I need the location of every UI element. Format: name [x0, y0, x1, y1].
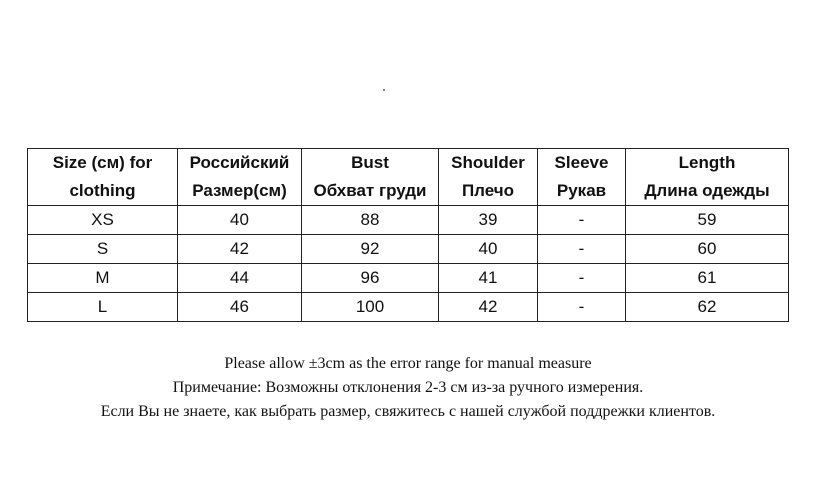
- header-size: Size (см) for clothing: [28, 149, 178, 206]
- table-row: [28, 206, 789, 235]
- cell-size: XS: [28, 206, 178, 235]
- cell-length: 59: [626, 206, 789, 235]
- cell-bust: 88: [302, 206, 439, 235]
- cell-russian-size: 42: [178, 235, 302, 264]
- cell-length: 62: [626, 293, 789, 322]
- table-row: [28, 235, 789, 264]
- cell-sleeve: -: [538, 264, 626, 293]
- cell-shoulder: 41: [439, 264, 538, 293]
- cell-shoulder: 39: [439, 206, 538, 235]
- cell-size: M: [28, 264, 178, 293]
- cell-russian-size: 40: [178, 206, 302, 235]
- note-error-range-en: Please allow ±3cm as the error range for manual measure: [224, 355, 592, 372]
- cell-length: 60: [626, 235, 789, 264]
- header-sleeve: Sleeve Рукав: [538, 149, 626, 206]
- note-contact-support: Если Вы не знаете, как выбрать размер, свяжитесь с нашей службой поддрежки клиентов.: [100, 403, 716, 420]
- cell-russian-size: 44: [178, 264, 302, 293]
- table-header-row: [28, 149, 789, 206]
- measurement-notes: [0, 352, 816, 424]
- header-bust: Bust Обхват груди: [302, 149, 439, 206]
- header-russian-size: Российский Размер(см): [178, 149, 302, 206]
- cell-bust: 100: [302, 293, 439, 322]
- header-shoulder: Shoulder Плечо: [439, 149, 538, 206]
- note-error-range-ru: Примечание: Возможны отклонения 2-3 см из-за ручного измерения.: [172, 379, 644, 396]
- cell-shoulder: 40: [439, 235, 538, 264]
- cell-russian-size: 46: [178, 293, 302, 322]
- stray-dot: [383, 89, 385, 91]
- cell-size: S: [28, 235, 178, 264]
- table-row: [28, 264, 789, 293]
- table-row: [28, 293, 789, 322]
- cell-length: 61: [626, 264, 789, 293]
- cell-sleeve: -: [538, 206, 626, 235]
- size-chart-table: [27, 148, 789, 322]
- cell-shoulder: 42: [439, 293, 538, 322]
- cell-bust: 96: [302, 264, 439, 293]
- cell-size: L: [28, 293, 178, 322]
- header-length: Length Длина одежды: [626, 149, 789, 206]
- cell-bust: 92: [302, 235, 439, 264]
- cell-sleeve: -: [538, 235, 626, 264]
- cell-sleeve: -: [538, 293, 626, 322]
